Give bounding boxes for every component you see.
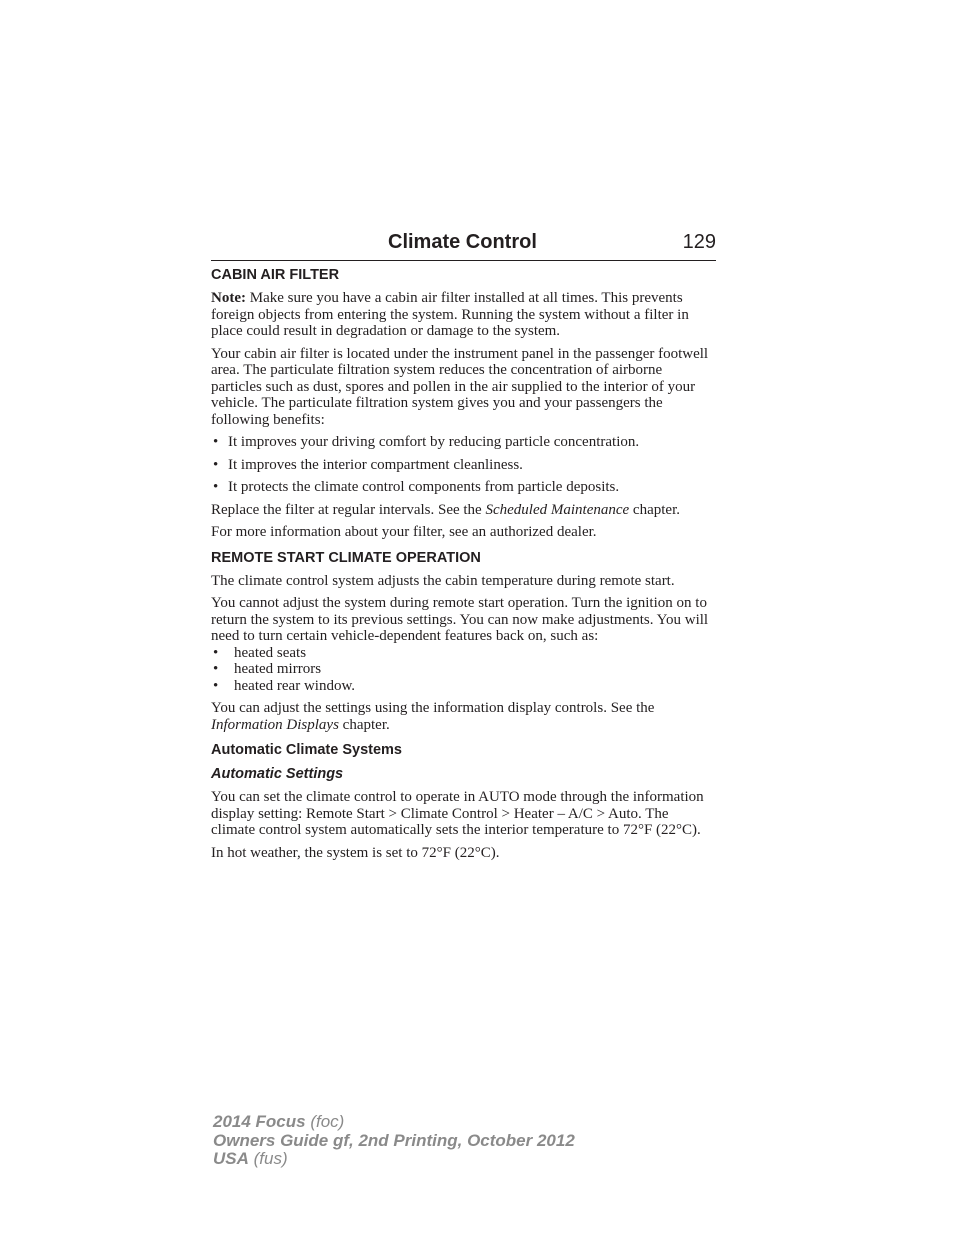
heading-cabin-air-filter: CABIN AIR FILTER bbox=[211, 267, 340, 283]
settings-text-end: chapter. bbox=[338, 716, 390, 733]
information-displays-reference: Information Displays bbox=[211, 716, 339, 733]
replace-filter-paragraph bbox=[211, 502, 716, 519]
replace-text-end: chapter. bbox=[629, 501, 680, 518]
features-list bbox=[211, 645, 716, 695]
page-header bbox=[211, 229, 716, 261]
more-info-paragraph: For more information about your filter, see an authorized dealer. bbox=[211, 524, 597, 540]
footer-line-printing bbox=[213, 1132, 575, 1151]
list-item: • It improves your driving comfort by reducing particle concentration. bbox=[211, 434, 716, 451]
list-item: • It improves the interior compartment cleanliness. bbox=[211, 457, 716, 474]
remote-start-paragraph-2: You cannot adjust the system during remote start operation. Turn the ignition on to return the system to its previous settings. You can now make adjustments. You will need to turn certain vehicle-dependent features back on, such as: bbox=[211, 595, 709, 644]
footer-market: USA bbox=[213, 1149, 249, 1168]
page-content bbox=[211, 266, 716, 861]
note-text: Make sure you have a cabin air filter installed at all times. This prevents foreign objects from entering the system. Running the system without a filter in place could result in degradation or damage to the system. bbox=[211, 290, 689, 339]
list-item: • heated rear window. bbox=[211, 678, 716, 695]
list-item: • heated seats bbox=[211, 645, 716, 662]
settings-text: You can adjust the settings using the information display controls. See the bbox=[211, 700, 655, 716]
footer bbox=[213, 1113, 575, 1169]
filter-intro-paragraph: Your cabin air filter is located under the instrument panel in the passenger footwell area. The particulate filtration system reduces the concentration of airborne particles such as dust, spores and pollen in the air supplied to the interior of your vehicle. The particulate filtration system gives you and your passengers the following benefits: bbox=[211, 345, 709, 428]
automatic-paragraph-1: You can set the climate control to operate in AUTO mode through the information display setting: Remote Start > Climate Control > Heater – A/C > Auto. The climate control system automatically sets the interior temperature to 72°F (22°C). bbox=[211, 789, 704, 838]
list-item: • heated mirrors bbox=[211, 661, 716, 678]
page-number: 129 bbox=[682, 231, 716, 253]
heading-remote-start: REMOTE START CLIMATE OPERATION bbox=[211, 549, 481, 566]
page-title: Climate Control bbox=[388, 231, 537, 253]
scheduled-maintenance-reference: Scheduled Maintenance bbox=[485, 501, 630, 518]
replace-text: Replace the filter at regular intervals. See the bbox=[211, 501, 486, 518]
benefits-list bbox=[211, 434, 716, 496]
footer-model-code: (foc) bbox=[305, 1112, 345, 1131]
footer-printing: Owners Guide gf, 2nd Printing, October 2012 bbox=[213, 1130, 575, 1150]
footer-line-market bbox=[213, 1150, 575, 1169]
automatic-paragraph-2: In hot weather, the system is set to 72°F (22°C). bbox=[211, 844, 500, 861]
heading-automatic-climate: Automatic Climate Systems bbox=[211, 742, 402, 758]
heading-automatic-settings: Automatic Settings bbox=[211, 766, 344, 782]
remote-start-paragraph-1: The climate control system adjusts the cabin temperature during remote start. bbox=[211, 572, 675, 589]
note-paragraph bbox=[211, 290, 716, 340]
list-item: • It protects the climate control components from particle deposits. bbox=[211, 479, 716, 496]
note-label: Note: bbox=[211, 290, 246, 306]
remote-start-paragraph-3 bbox=[211, 700, 716, 733]
footer-model: 2014 Focus bbox=[213, 1112, 306, 1131]
footer-line-model bbox=[213, 1113, 575, 1132]
footer-market-code: (fus) bbox=[248, 1149, 288, 1168]
